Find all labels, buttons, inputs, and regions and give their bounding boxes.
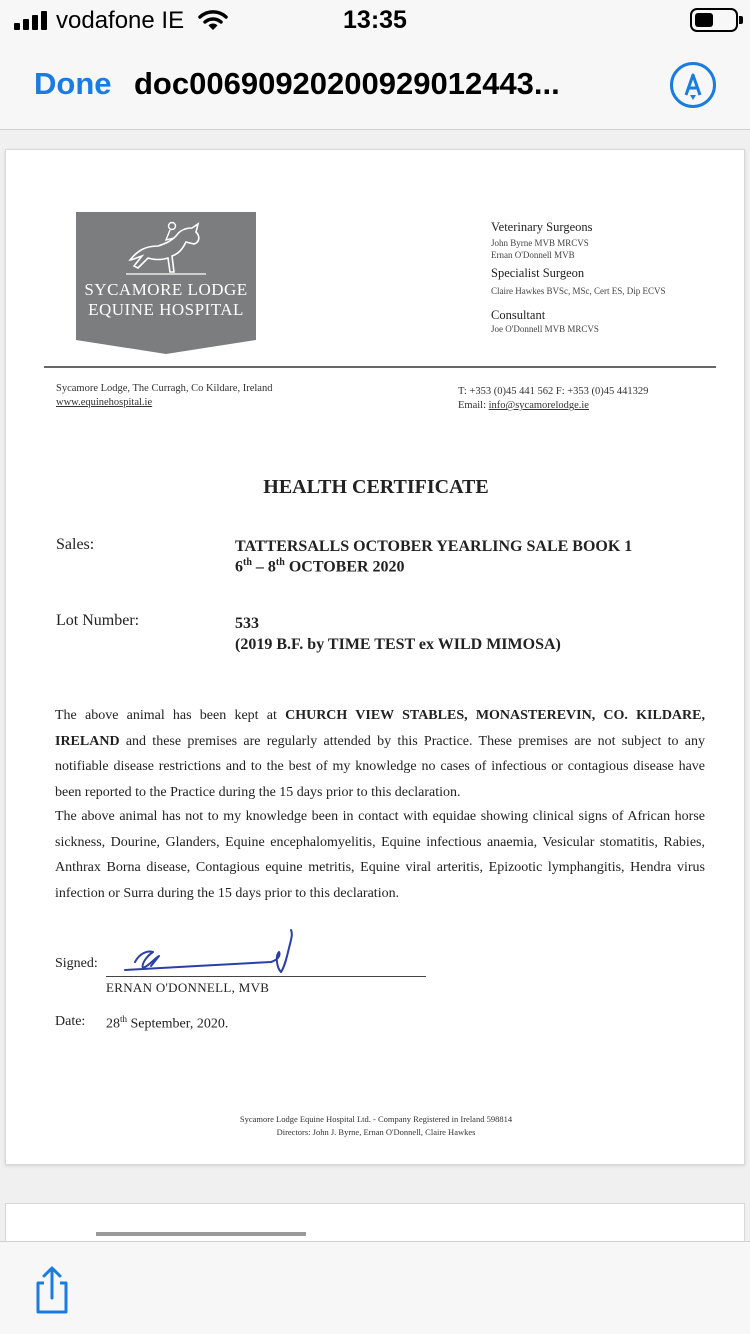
markup-icon [673, 65, 713, 105]
markup-button[interactable] [670, 62, 716, 108]
lot-label: Lot Number: [56, 612, 140, 629]
vet-name: John Byrne MVB MRCVS [491, 238, 589, 248]
logo-line1: SYCAMORE LODGE [84, 280, 248, 299]
horse-racing-icon [124, 216, 208, 278]
sales-dates: 6th – 8th OCTOBER 2020 [235, 557, 405, 576]
email-line [458, 400, 589, 411]
vet-name: Ernan O'Donnell MVB [491, 250, 575, 260]
document-viewer[interactable] [0, 131, 750, 1241]
share-icon[interactable] [30, 1266, 74, 1316]
status-bar [0, 0, 750, 40]
sales-label: Sales: [56, 536, 95, 553]
certificate-title: HEALTH CERTIFICATE [263, 476, 489, 498]
sales-name: TATTERSALLS OCTOBER YEARLING SALE BOOK 1 [235, 538, 633, 555]
date-label: Date: [55, 1014, 86, 1029]
clock: 13:35 [343, 6, 407, 34]
declaration-paragraph-2: The above animal has not to my knowledge been in contact with equidae showing clinical signs of African horse sickness, Dourine, Glanders, Equine encephalomyelitis, Equine infectious anaemia, Vesicular stomatitis, Rabies, Anthrax Borna disease, Contagious equine metritis, Equine viral arteritis, Epizootic lymphangitis, Hendra virus infection or Surra during the 15 days prior to this declaration. [55, 809, 705, 901]
phone-fax: T: +353 (0)45 441 562 F: +353 (0)45 441329 [458, 386, 649, 397]
footer-company: Sycamore Lodge Equine Hospital Ltd. - Company Registered in Ireland 598814 [239, 1114, 513, 1124]
done-button[interactable]: Done [34, 66, 112, 101]
consultant-name: Joe O'Donnell MVB MRCVS [491, 324, 599, 334]
signer-name: ERNAN O'DONNELL, MVB [106, 980, 270, 995]
navigation-bar [0, 40, 750, 130]
website-link[interactable]: www.equinehospital.ie [56, 397, 153, 408]
lot-number: 533 [235, 615, 259, 632]
date-value: 28th September, 2020. [106, 1014, 229, 1032]
email-link[interactable]: info@sycamorelodge.ie [488, 400, 589, 411]
postal-address: Sycamore Lodge, The Curragh, Co Kildare, Ireland [56, 383, 273, 394]
logo-line2: EQUINE HOSPITAL [88, 300, 244, 319]
signature-line [106, 976, 426, 977]
logo-ribbon [76, 340, 256, 354]
next-page [5, 1203, 745, 1241]
declaration-paragraph-1: The above animal has been kept at CHURCH VIEW STABLES, MONASTEREVIN, CO. KILDARE, IRELAND and these premises are regularly attended by this Practice. These premises are not subject to any notifiable disease restrictions and to the best of my knowledge no cases of infectious or contagious disease have been reported to the Practice during the 15 days prior to this declaration. [55, 708, 705, 800]
specialist-name: Claire Hawkes BVSc, MSc, Cert ES, Dip ECVS [491, 286, 666, 296]
lot-description: (2019 B.F. by TIME TEST ex WILD MIMOSA) [235, 636, 561, 653]
bottom-toolbar [0, 1241, 750, 1334]
footer-directors: Directors: John J. Byrne, Ernan O'Donnell, Claire Hawkes [276, 1127, 476, 1137]
document-page [5, 149, 745, 1165]
battery-icon [690, 8, 738, 32]
email-label: Email: [458, 400, 489, 411]
hospital-logo [76, 212, 256, 340]
letterhead-divider [44, 366, 716, 368]
signed-label: Signed: [55, 956, 98, 971]
carrier-name: vodafone IE [56, 7, 185, 34]
signature [121, 926, 331, 978]
specialist-heading: Specialist Surgeon [491, 266, 585, 280]
document-title: doc00690920200929012443... [134, 66, 560, 101]
vets-heading: Veterinary Surgeons [491, 220, 593, 234]
consultant-heading: Consultant [491, 308, 546, 322]
